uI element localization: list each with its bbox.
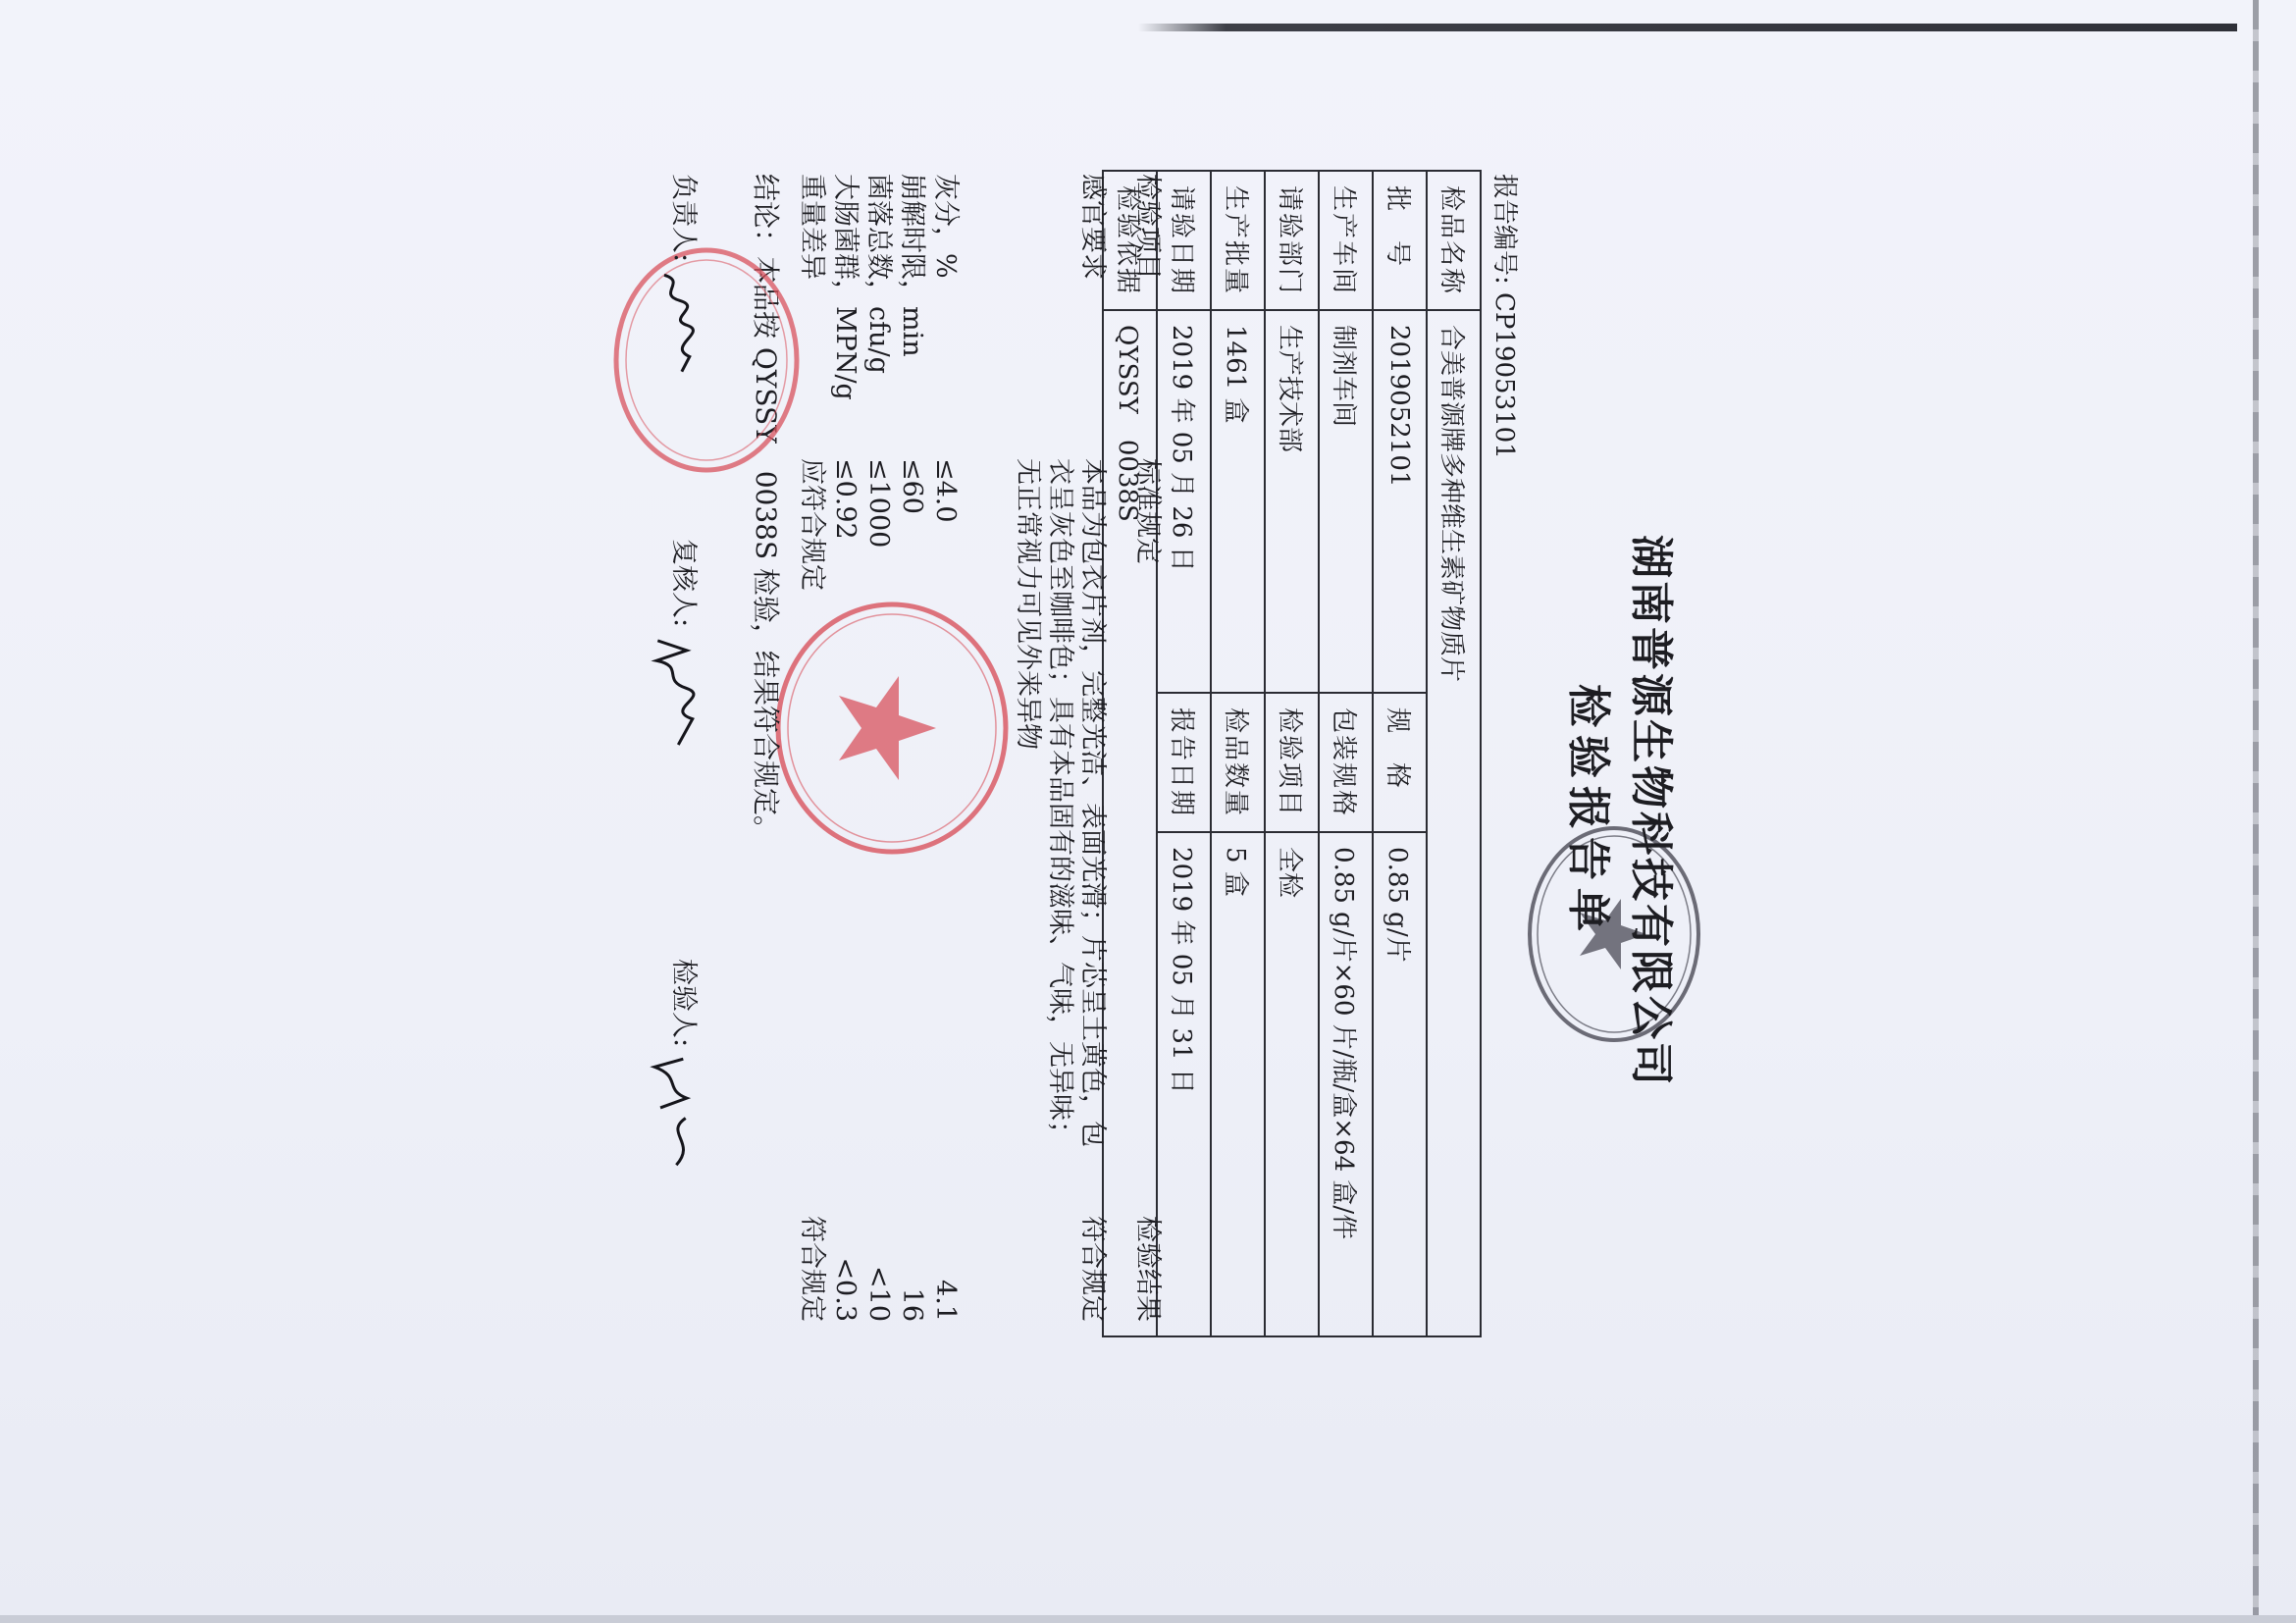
report-document	[618, 134, 1678, 1489]
info-label: 请验日期	[1157, 171, 1211, 310]
report-number-value: CP19053101	[1489, 292, 1519, 459]
info-value: 合美普源牌多种维生素矿物质片	[1427, 310, 1481, 1336]
info-label: 检验依据	[1103, 171, 1157, 310]
report-number-label: 报告编号:	[1489, 174, 1519, 285]
sensory-result: 符合规定	[1077, 1216, 1108, 1322]
test-item: 崩解时限，min	[897, 174, 927, 357]
sensory-standard: 本品为包衣片剂，完整光洁、表面光滑；片芯呈土黄色，包衣呈灰色至咖啡色；具有本品固有的滋味、气味，无异味；无正常视力可见外来异物	[1013, 458, 1108, 1147]
conclusion: 结论：本品按 QYSSY 0038S 检验，结果符合规定。	[750, 174, 782, 844]
red-seal-1	[769, 596, 1015, 861]
info-row	[1319, 171, 1373, 1336]
scan-edge-bottom	[0, 1615, 2296, 1623]
test-standard: ≤4.0	[930, 458, 961, 523]
info-value-2: 0.85 g/片	[1373, 832, 1427, 1336]
info-value: 2019 年 05 月 26 日	[1157, 310, 1211, 693]
info-value: QYSSY 0038S	[1103, 310, 1157, 1336]
inspector-signature	[641, 1052, 708, 1176]
info-label: 生产车间	[1319, 171, 1373, 310]
column-header-result: 检验结果	[1132, 1216, 1163, 1322]
test-standard: 应符合规定	[797, 458, 827, 591]
red-seal-2	[608, 242, 805, 478]
info-label-2: 包装规格	[1319, 693, 1373, 832]
info-row	[1211, 171, 1265, 1336]
signature-line	[642, 174, 701, 1332]
reviewer-signature	[641, 632, 708, 756]
info-label-2: 规 格	[1373, 693, 1427, 832]
sensory-item: 感官要求	[1077, 174, 1108, 280]
info-label: 检品名称	[1427, 171, 1481, 310]
report-number	[1487, 174, 1521, 459]
column-header-item: 检验项目	[1132, 174, 1163, 280]
column-header-standard: 标准规定	[1132, 458, 1163, 564]
test-result: 16	[897, 1287, 927, 1322]
test-result: <0.3	[830, 1257, 861, 1322]
report-title: 检验报告单	[1563, 684, 1613, 939]
info-label-2: 检验项目	[1265, 693, 1319, 832]
info-value-2: 0.85 g/片×60 片/瓶/盒×64 盒/件	[1319, 832, 1373, 1336]
info-value: 生产技术部	[1265, 310, 1319, 693]
test-standard: ≤0.92	[830, 458, 861, 540]
company-title: 湖南普源生物科技有限公司	[1626, 535, 1676, 1088]
test-item: 大肠菌群，MPN/g	[830, 174, 861, 400]
info-row	[1427, 171, 1481, 1336]
test-result: <10	[863, 1266, 894, 1322]
info-row	[1373, 171, 1427, 1336]
responsible-signature	[646, 267, 708, 381]
responsible-label: 负责人:	[668, 174, 699, 263]
info-value: 制剂车间	[1319, 310, 1373, 693]
info-label: 生产批量	[1211, 171, 1265, 310]
test-result: 4.1	[930, 1280, 961, 1322]
info-value: 2019052101	[1373, 310, 1427, 693]
test-standard: ≤1000	[863, 458, 894, 549]
test-item: 灰分，%	[930, 174, 961, 279]
info-label: 请验部门	[1265, 171, 1319, 310]
info-value-2: 5 盒	[1211, 832, 1265, 1336]
inspector-label: 检验人:	[668, 959, 699, 1048]
test-item: 菌落总数，cfu/g	[863, 174, 894, 374]
scan-edge-right	[2253, 0, 2259, 1623]
test-results	[795, 1165, 962, 1322]
test-item: 重量差异	[797, 174, 827, 280]
info-label-2: 检品数量	[1211, 693, 1265, 832]
info-value: 1461 盒	[1211, 310, 1265, 693]
info-value-2: 全检	[1265, 832, 1319, 1336]
info-label: 批 号	[1373, 171, 1427, 310]
info-row	[1157, 171, 1211, 1336]
test-standard: ≤60	[897, 458, 927, 514]
info-value-2: 2019 年 05 月 31 日	[1157, 832, 1211, 1336]
scan-edge-top	[1138, 24, 2237, 31]
reviewer-label: 复核人:	[668, 539, 699, 628]
info-row	[1265, 171, 1319, 1336]
info-label-2: 报告日期	[1157, 693, 1211, 832]
test-result: 符合规定	[797, 1216, 827, 1322]
test-items	[795, 174, 962, 458]
